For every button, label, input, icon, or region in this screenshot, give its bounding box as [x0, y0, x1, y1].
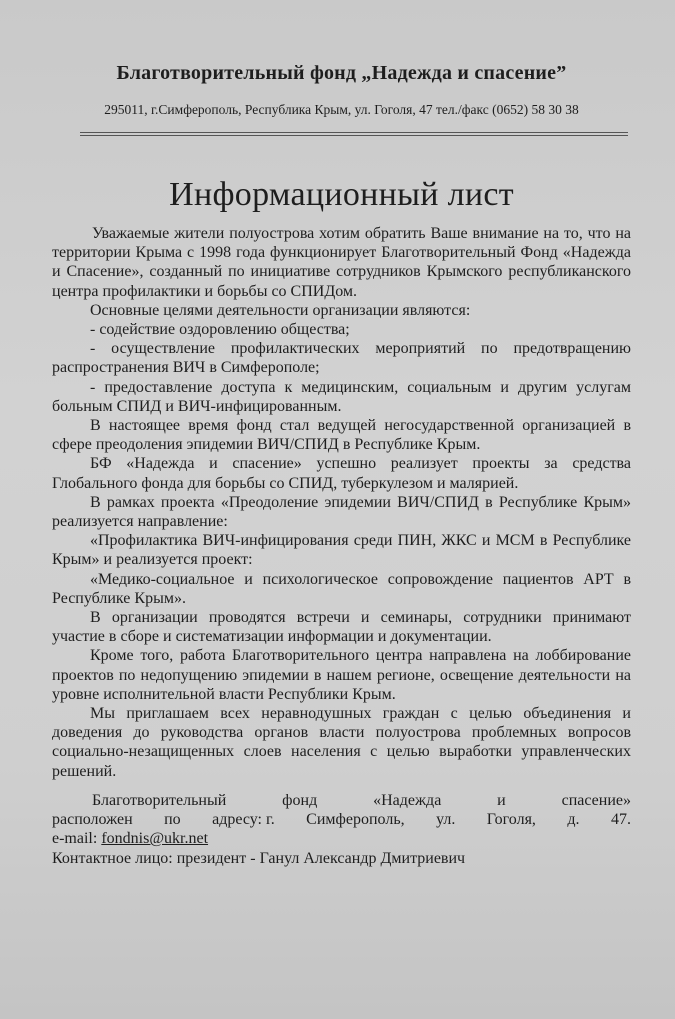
list-item-goal-1: - содействие оздоровлению общества;	[90, 321, 350, 339]
footer-word: фонд	[282, 791, 318, 809]
footer-word: Симферополь,	[306, 811, 405, 829]
email-link[interactable]: fondnis@ukr.net	[101, 830, 209, 848]
contact-block	[52, 791, 631, 868]
footer-word: расположен	[52, 811, 133, 829]
list-item-goal-2: - осуществление профилактических мероприятий по предотвращению распространения ВИЧ в Симферополе;	[52, 340, 631, 377]
paragraph-goals-heading: Основные целями деятельности организации являются:	[90, 301, 471, 319]
contact-person: Контактное лицо: президент - Ганул Александр Дмитриевич	[52, 849, 466, 867]
footer-word: 47.	[610, 811, 631, 829]
footer-word: по	[164, 811, 181, 829]
footer-word: д.	[567, 811, 580, 829]
footer-word: Благотворительный	[92, 791, 227, 809]
footer-word: спасение»	[561, 791, 631, 809]
email-label: e-mail:	[52, 830, 98, 848]
footer-word: «Надежда	[373, 791, 442, 809]
footer-word: ул.	[436, 811, 456, 829]
footer-word: Гоголя,	[486, 811, 536, 829]
paragraph-leading-org: В настоящее время фонд стал ведущей негосударственной организацией в сфере преодоления эпидемии ВИЧ/СПИД в Республике Крым.	[52, 417, 631, 454]
org-address: 295011, г.Симферополь, Республика Крым, ул. Гоголя, 47 тел./факс (0652) 58 30 38	[104, 102, 579, 117]
paragraph-lobbying: Кроме того, работа Благотворительного центра направлена на лоббирование проектов по недопущению эпидемии в нашем регионе, освещение деятельности на уровне исполнительной власти Республики Крым.	[52, 647, 631, 703]
footer-line-foundation	[52, 791, 631, 810]
paragraph-seminars: В организации проводятся встречи и семинары, сотрудники принимают участие в сборе и систематизации информации и документации.	[52, 609, 631, 646]
paragraph-project-frame: В рамках проекта «Преодоление эпидемии ВИЧ/СПИД в Республике Крым» реализуется направление:	[52, 493, 631, 531]
org-title: Благотворительный фонд „Надежда и спасение”	[116, 62, 567, 84]
document-body	[52, 224, 631, 781]
footer-word: и	[497, 791, 506, 809]
paragraph-intro: Уважаемые жители полуострова хотим обратить Ваше внимание на то, что на территории Крыма с 1998 года функционирует Благотворительный Фонд «Надежда и Спасение», созданный по инициативе сотрудников Крымского республиканского центра профилактики и борьбы со СПИДом.	[52, 225, 631, 300]
footer-word: адресу: г.	[212, 811, 275, 829]
paragraph-invitation: Мы приглашаем всех неравнодушных граждан с целью объединения и доведения до руководства органов власти полуострова проблемных вопросов социально-незащищенных слоев населения с целью выработки управленческих решений.	[52, 705, 631, 780]
header-rule-second	[80, 135, 628, 136]
paragraph-projects: БФ «Надежда и спасение» успешно реализует проекты за средства Глобального фонда для борьбы со СПИД, туберкулезом и малярией.	[52, 455, 631, 492]
list-item-goal-3: - предоставление доступа к медицинским, социальным и другим услугам больным СПИД и ВИЧ-инфицированным.	[52, 378, 631, 415]
document-title: Информационный лист	[169, 176, 514, 213]
header-rule	[80, 132, 628, 133]
footer-line-address	[52, 810, 631, 829]
paragraph-direction: «Профилактика ВИЧ-инфицирования среди ПИН, ЖКС и МСМ в Республике Крым» и реализуется проект:	[52, 532, 631, 569]
footer-line-email	[52, 829, 631, 848]
paragraph-project-name: «Медико-социальное и психологическое сопровождение пациентов АРТ в Республике Крым».	[52, 570, 631, 607]
